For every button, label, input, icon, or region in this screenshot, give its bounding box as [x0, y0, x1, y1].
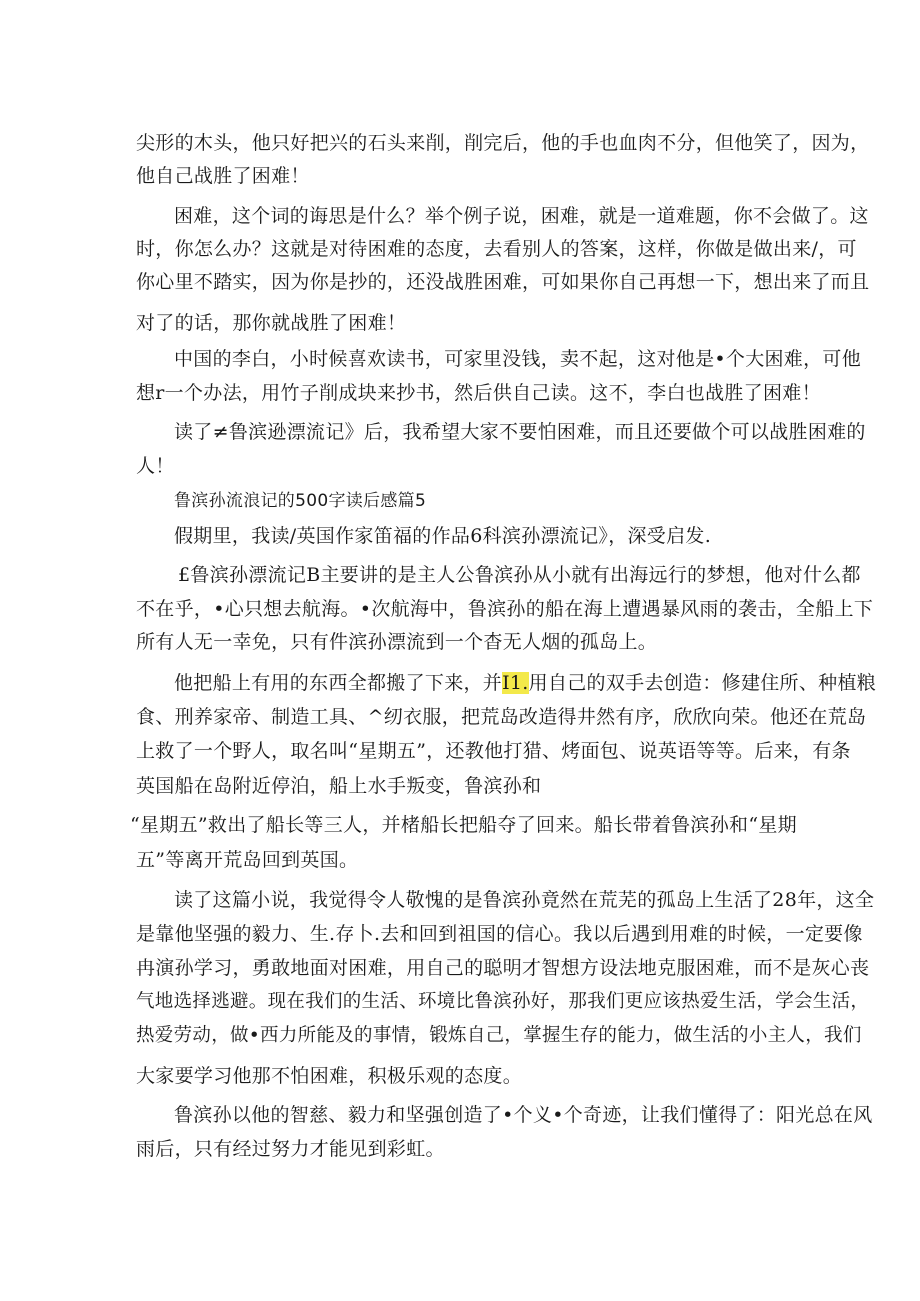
text-line: 想r一个办法，用竹子削成块来抄书，然后供自己读。这不，李白也战胜了困难！ [136, 382, 821, 404]
text-line: 大家要学习他那不怕困难，积极乐观的态度。 [136, 1065, 523, 1087]
text-line: £鲁滨孙漂流记B主要讲的是主人公鲁滨孙从小就有出海远行的梦想，他对什么都 [178, 564, 861, 586]
text-line: 困难，这个词的诲思是什么？举个例子说，困难，就是一道难题，你不会做了。这 [174, 205, 869, 227]
text-line [174, 671, 876, 695]
highlighted-text: I1. [502, 672, 529, 694]
text-line: 五”等离开荒岛回到英国。 [136, 849, 359, 871]
text-line: 雨后，只有经过努力才能见到彩虹。 [136, 1138, 445, 1160]
text-segment: 用自己的双手去创造：修建住所、种植粮 [528, 672, 877, 694]
text-line: 热爱劳动，做•西力所能及的事情，锻炼自己，掌握生存的能力，做生活的小主人，我们 [136, 1025, 862, 1046]
text-line: 他自己战胜了困难！ [136, 165, 310, 187]
text-line: 对了的话，那你就战胜了困难！ [136, 312, 407, 334]
text-line: 所有人无一幸免，只有件滨孙漂流到一个杳无人烟的孤岛上。 [136, 631, 658, 653]
text-line: 上救了一个野人，取名叫“星期五”，还教他打猎、烤面包、说英语等等。后来，有条 [136, 740, 851, 762]
text-line: 不在乎，•心只想去航海。•次航海中，鲁滨孙的船在海上遭遇暴风雨的袭击，全船上下 [136, 598, 874, 620]
text-line: 是靠他坚强的毅力、生.存卜.去和回到祖国的信心。我以后遇到用难的时候，一定要像 [136, 923, 863, 945]
section-heading: 鲁滨孙流浪记的500字读后感篇5 [174, 491, 427, 511]
text-line: 英国船在岛附近停泊，船上水手叛变，鲁滨孙和 [136, 775, 542, 797]
text-line: 鲁滨孙以他的智慈、毅力和坚强创造了•个义•个奇迹，让我们懂得了：阳光总在风 [174, 1104, 873, 1126]
text-line: 读了≠鲁滨逊漂流记》后，我希望大家不要怕困难，而且还要做个可以战胜困难的 [174, 421, 866, 443]
text-line: 假期里，我读/英国作家笛福的作品6科滨孙漂流记》，深受启发. [174, 525, 712, 547]
text-segment: 他把船上有用的东西全都搬了下来，并 [174, 672, 503, 694]
text-line: 读了这篇小说，我觉得令人敬愧的是鲁滨孙竟然在荒芜的孤岛上生活了28年，这全 [174, 889, 875, 911]
text-line: 中国的李白，小时候喜欢读书，可家里没钱，卖不起，这对他是•个大困难，可他 [174, 348, 862, 370]
text-line: 人！ [136, 455, 175, 477]
text-line: 你心里不踏实，因为你是抄的，还没战胜困难，可如果你自己再想一下，想出来了而且 [136, 271, 870, 293]
text-line: 气地选择逃避。现在我们的生活、环境比鲁滨孙好，那我们更应该热爱生活，学会生活， [136, 991, 870, 1012]
text-line: 时，你怎么办？这就是对待困难的态度，去看别人的答案，这样，你做是做出来/，可 [136, 238, 857, 260]
text-line: “星期五”救出了船长等三人，并楮船长把船夺了回来。船长带着鲁滨孙和“星期 [130, 814, 797, 836]
text-line: 冉演孙学习，勇敢地面对困难，用自己的聪明才智想方设法地克服困难，而不是灰心丧 [136, 957, 870, 979]
text-line: 尖形的木头，他只好把兴的石头来削，削完后，他的手也血肉不分，但他笑了，因为， [136, 132, 870, 154]
text-line: 食、刑养家帝、制造工具、^纫衣服，把荒岛改造得井然有序，欣欣向荣。他还在荒岛 [136, 706, 867, 728]
